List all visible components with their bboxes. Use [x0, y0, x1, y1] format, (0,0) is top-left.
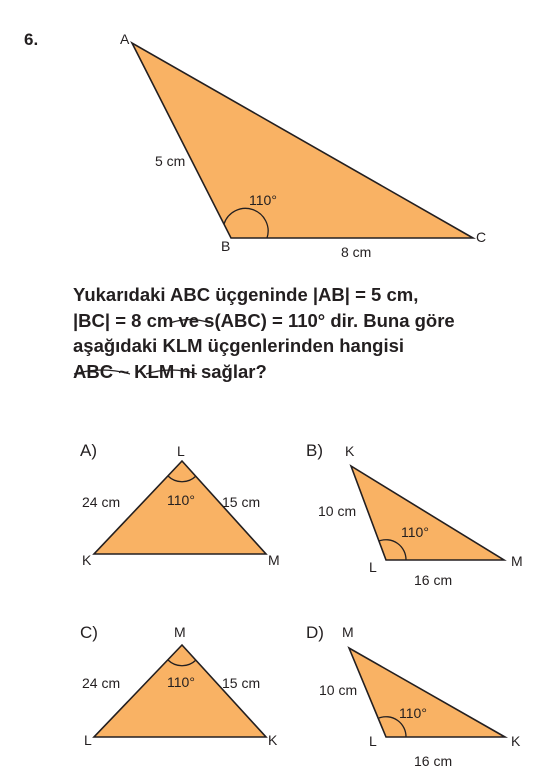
question-line-3: aşağıdaki KLM üçgenlerinden hangisi	[73, 335, 405, 356]
option-b-triangle	[351, 466, 504, 560]
question-text	[73, 282, 523, 384]
triangle-abc	[132, 43, 473, 238]
option-b	[306, 441, 523, 588]
option-c-angle: 110°	[167, 674, 195, 690]
angle-b-label: 110°	[249, 192, 277, 208]
side-bc-label: 8 cm	[341, 244, 372, 260]
option-a-angle: 110°	[167, 492, 195, 508]
option-b-vertical-side: 10 cm	[318, 503, 357, 519]
option-d-vertical-side: 10 cm	[319, 682, 358, 698]
option-d-letter: D)	[306, 623, 324, 642]
option-b-right-vertex: M	[511, 553, 523, 569]
option-a-left-side: 24 cm	[82, 494, 121, 510]
option-d-right-vertex: K	[511, 733, 521, 749]
option-c-letter: C)	[80, 623, 98, 642]
main-triangle	[120, 31, 486, 260]
option-c-right-vertex: K	[268, 732, 278, 748]
option-c-left-vertex: L	[84, 732, 92, 748]
option-d-angle: 110°	[399, 705, 427, 721]
question-line-4: ABC ~ KLM ni sağlar?	[73, 360, 267, 382]
option-a-right-side: 15 cm	[222, 494, 261, 510]
question-line-1: Yukarıdaki ABC üçgeninde |AB| = 5 cm,	[73, 284, 419, 305]
option-a-left-vertex: K	[82, 552, 92, 568]
option-d-triangle	[349, 648, 505, 737]
option-b-bottom-side: 16 cm	[414, 572, 453, 588]
option-a-top-vertex: L	[177, 443, 185, 459]
option-b-top-vertex: K	[345, 443, 355, 459]
option-d-top-vertex: M	[342, 624, 354, 640]
vertex-b-label: B	[221, 238, 231, 254]
option-d	[306, 623, 521, 769]
option-a	[80, 441, 280, 568]
option-c	[80, 623, 278, 748]
vertex-c-label: C	[476, 229, 487, 245]
option-a-letter: A)	[80, 441, 97, 460]
option-c-right-side: 15 cm	[222, 675, 261, 691]
question-line-2: |BC| = 8 cm ve s(ABC) = 110° dir. Buna göre	[73, 309, 455, 331]
option-c-triangle	[94, 645, 266, 737]
option-b-letter: B)	[306, 441, 323, 460]
option-d-bottom-side: 16 cm	[414, 753, 453, 769]
side-ab-label: 5 cm	[155, 153, 186, 169]
option-b-angle: 110°	[401, 524, 429, 540]
vertex-a-label: A	[120, 31, 130, 47]
option-c-left-side: 24 cm	[82, 675, 121, 691]
option-b-corner-vertex: L	[369, 559, 377, 575]
option-d-corner-vertex: L	[369, 733, 377, 749]
option-a-right-vertex: M	[268, 552, 280, 568]
question-number: 6.	[24, 30, 39, 49]
option-c-top-vertex: M	[174, 624, 186, 640]
